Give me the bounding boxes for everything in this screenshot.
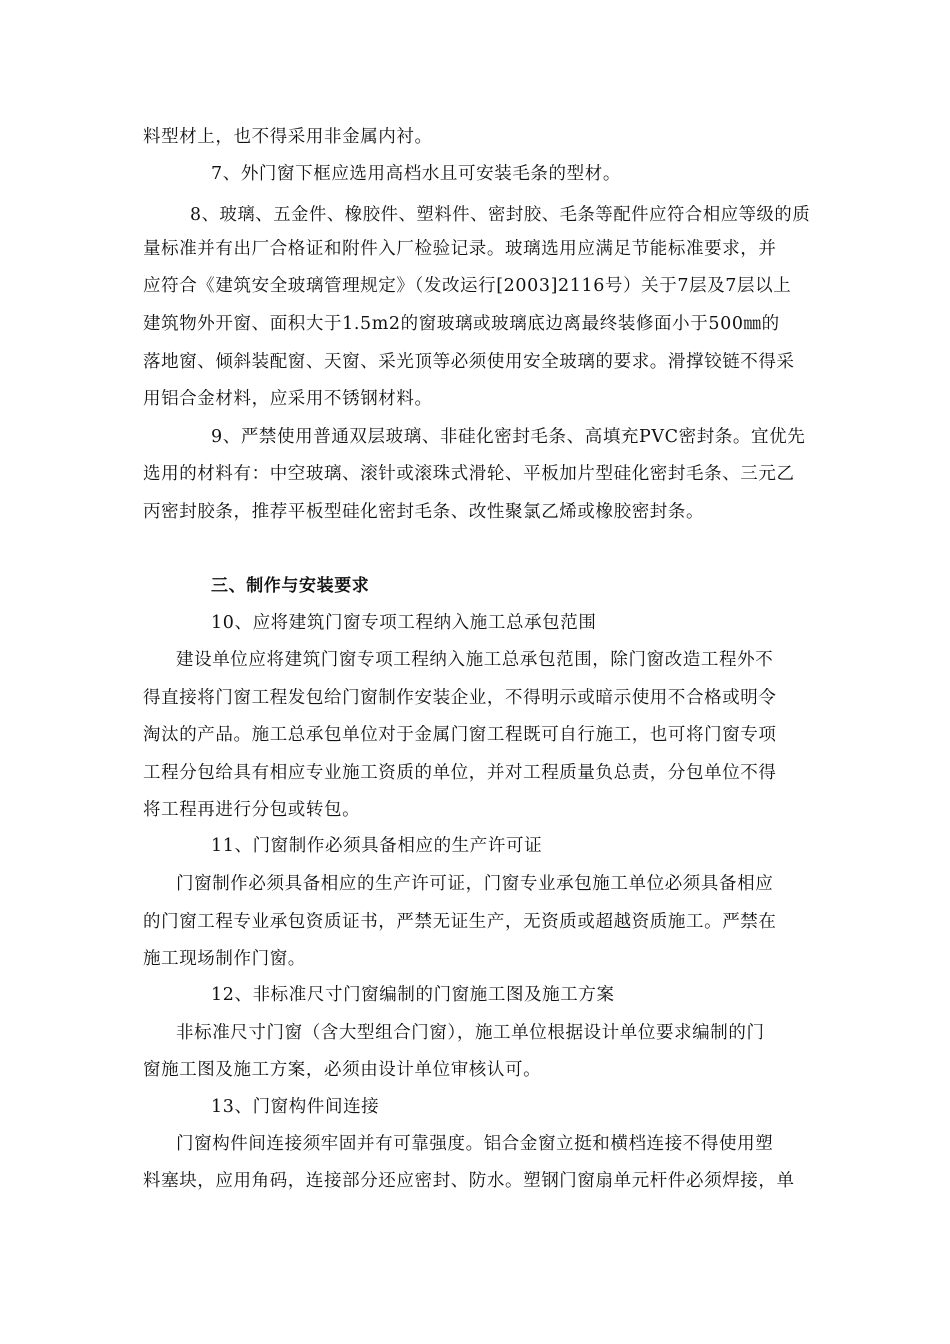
body-text-line: 窗施工图及施工方案，必须由设计单位审核认可。: [143, 1060, 542, 1080]
clause-10-title: 10、应将建筑门窗专项工程纳入施工总承包范围: [211, 613, 597, 633]
clause-13-title: 13、门窗构件间连接: [211, 1097, 380, 1117]
clause-11-title: 11、门窗制作必须具备相应的生产许可证: [211, 836, 543, 856]
body-text-line: 落地窗、倾斜装配窗、天窗、采光顶等必须使用安全玻璃的要求。滑撑铰链不得采: [143, 352, 795, 372]
body-text-line: 工程分包给具有相应专业施工资质的单位，并对工程质量负总责，分包单位不得: [143, 763, 777, 783]
body-text-line: 建设单位应将建筑门窗专项工程纳入施工总承包范围，除门窗改造工程外不: [176, 650, 774, 670]
body-text-line: 丙密封胶条，推荐平板型硅化密封毛条、改性聚氯乙烯或橡胶密封条。: [143, 502, 705, 522]
section-heading: 三、制作与安装要求: [211, 576, 370, 596]
body-text-line: 将工程再进行分包或转包。: [143, 800, 361, 820]
body-text-line: 量标准并有出厂合格证和附件入厂检验记录。玻璃选用应满足节能标准要求，并: [143, 239, 777, 259]
body-text-line: 淘汰的产品。施工总承包单位对于金属门窗工程既可自行施工，也可将门窗专项: [143, 725, 777, 745]
body-text-line: 得直接将门窗工程发包给门窗制作安装企业，不得明示或暗示使用不合格或明令: [143, 688, 777, 708]
body-text-line: 应符合《建筑安全玻璃管理规定》（发改运行[2003]2116号）关于7层及7层以上: [143, 276, 792, 296]
clause-7: 7、外门窗下框应选用高档水且可安装毛条的型材。: [211, 164, 621, 184]
body-text-line: 选用的材料有：中空玻璃、滚针或滚珠式滑轮、平板加片型硅化密封毛条、三元乙: [143, 464, 795, 484]
clause-8: 8、玻璃、五金件、橡胶件、塑料件、密封胶、毛条等配件应符合相应等级的质: [190, 205, 811, 225]
body-text-line: 门窗构件间连接须牢固并有可靠强度。铝合金窗立挺和横档连接不得使用塑: [176, 1134, 774, 1154]
body-text-line: 非标准尺寸门窗（含大型组合门窗），施工单位根据设计单位要求编制的门: [176, 1023, 765, 1043]
body-text-line: 用铝合金材料，应采用不锈钢材料。: [143, 389, 433, 409]
body-text-line: 施工现场制作门窗。: [143, 949, 306, 969]
clause-12-title: 12、非标准尺寸门窗编制的门窗施工图及施工方案: [211, 985, 615, 1005]
clause-9: 9、严禁使用普通双层玻璃、非硅化密封毛条、高填充PVC密封条。宜优先: [211, 427, 806, 447]
body-text-line: 料塞块，应用角码，连接部分还应密封、防水。塑钢门窗扇单元杆件必须焊接，单: [143, 1171, 795, 1191]
body-text-line: 的门窗工程专业承包资质证书，严禁无证生产，无资质或超越资质施工。严禁在: [143, 912, 777, 932]
body-text-line: 建筑物外开窗、面积大于1.5m2的窗玻璃或玻璃底边离最终装修面小于500㎜的: [143, 314, 780, 334]
body-text-line: 门窗制作必须具备相应的生产许可证，门窗专业承包施工单位必须具备相应: [176, 874, 774, 894]
body-text-line: 料型材上，也不得采用非金属内衬。: [143, 127, 433, 147]
